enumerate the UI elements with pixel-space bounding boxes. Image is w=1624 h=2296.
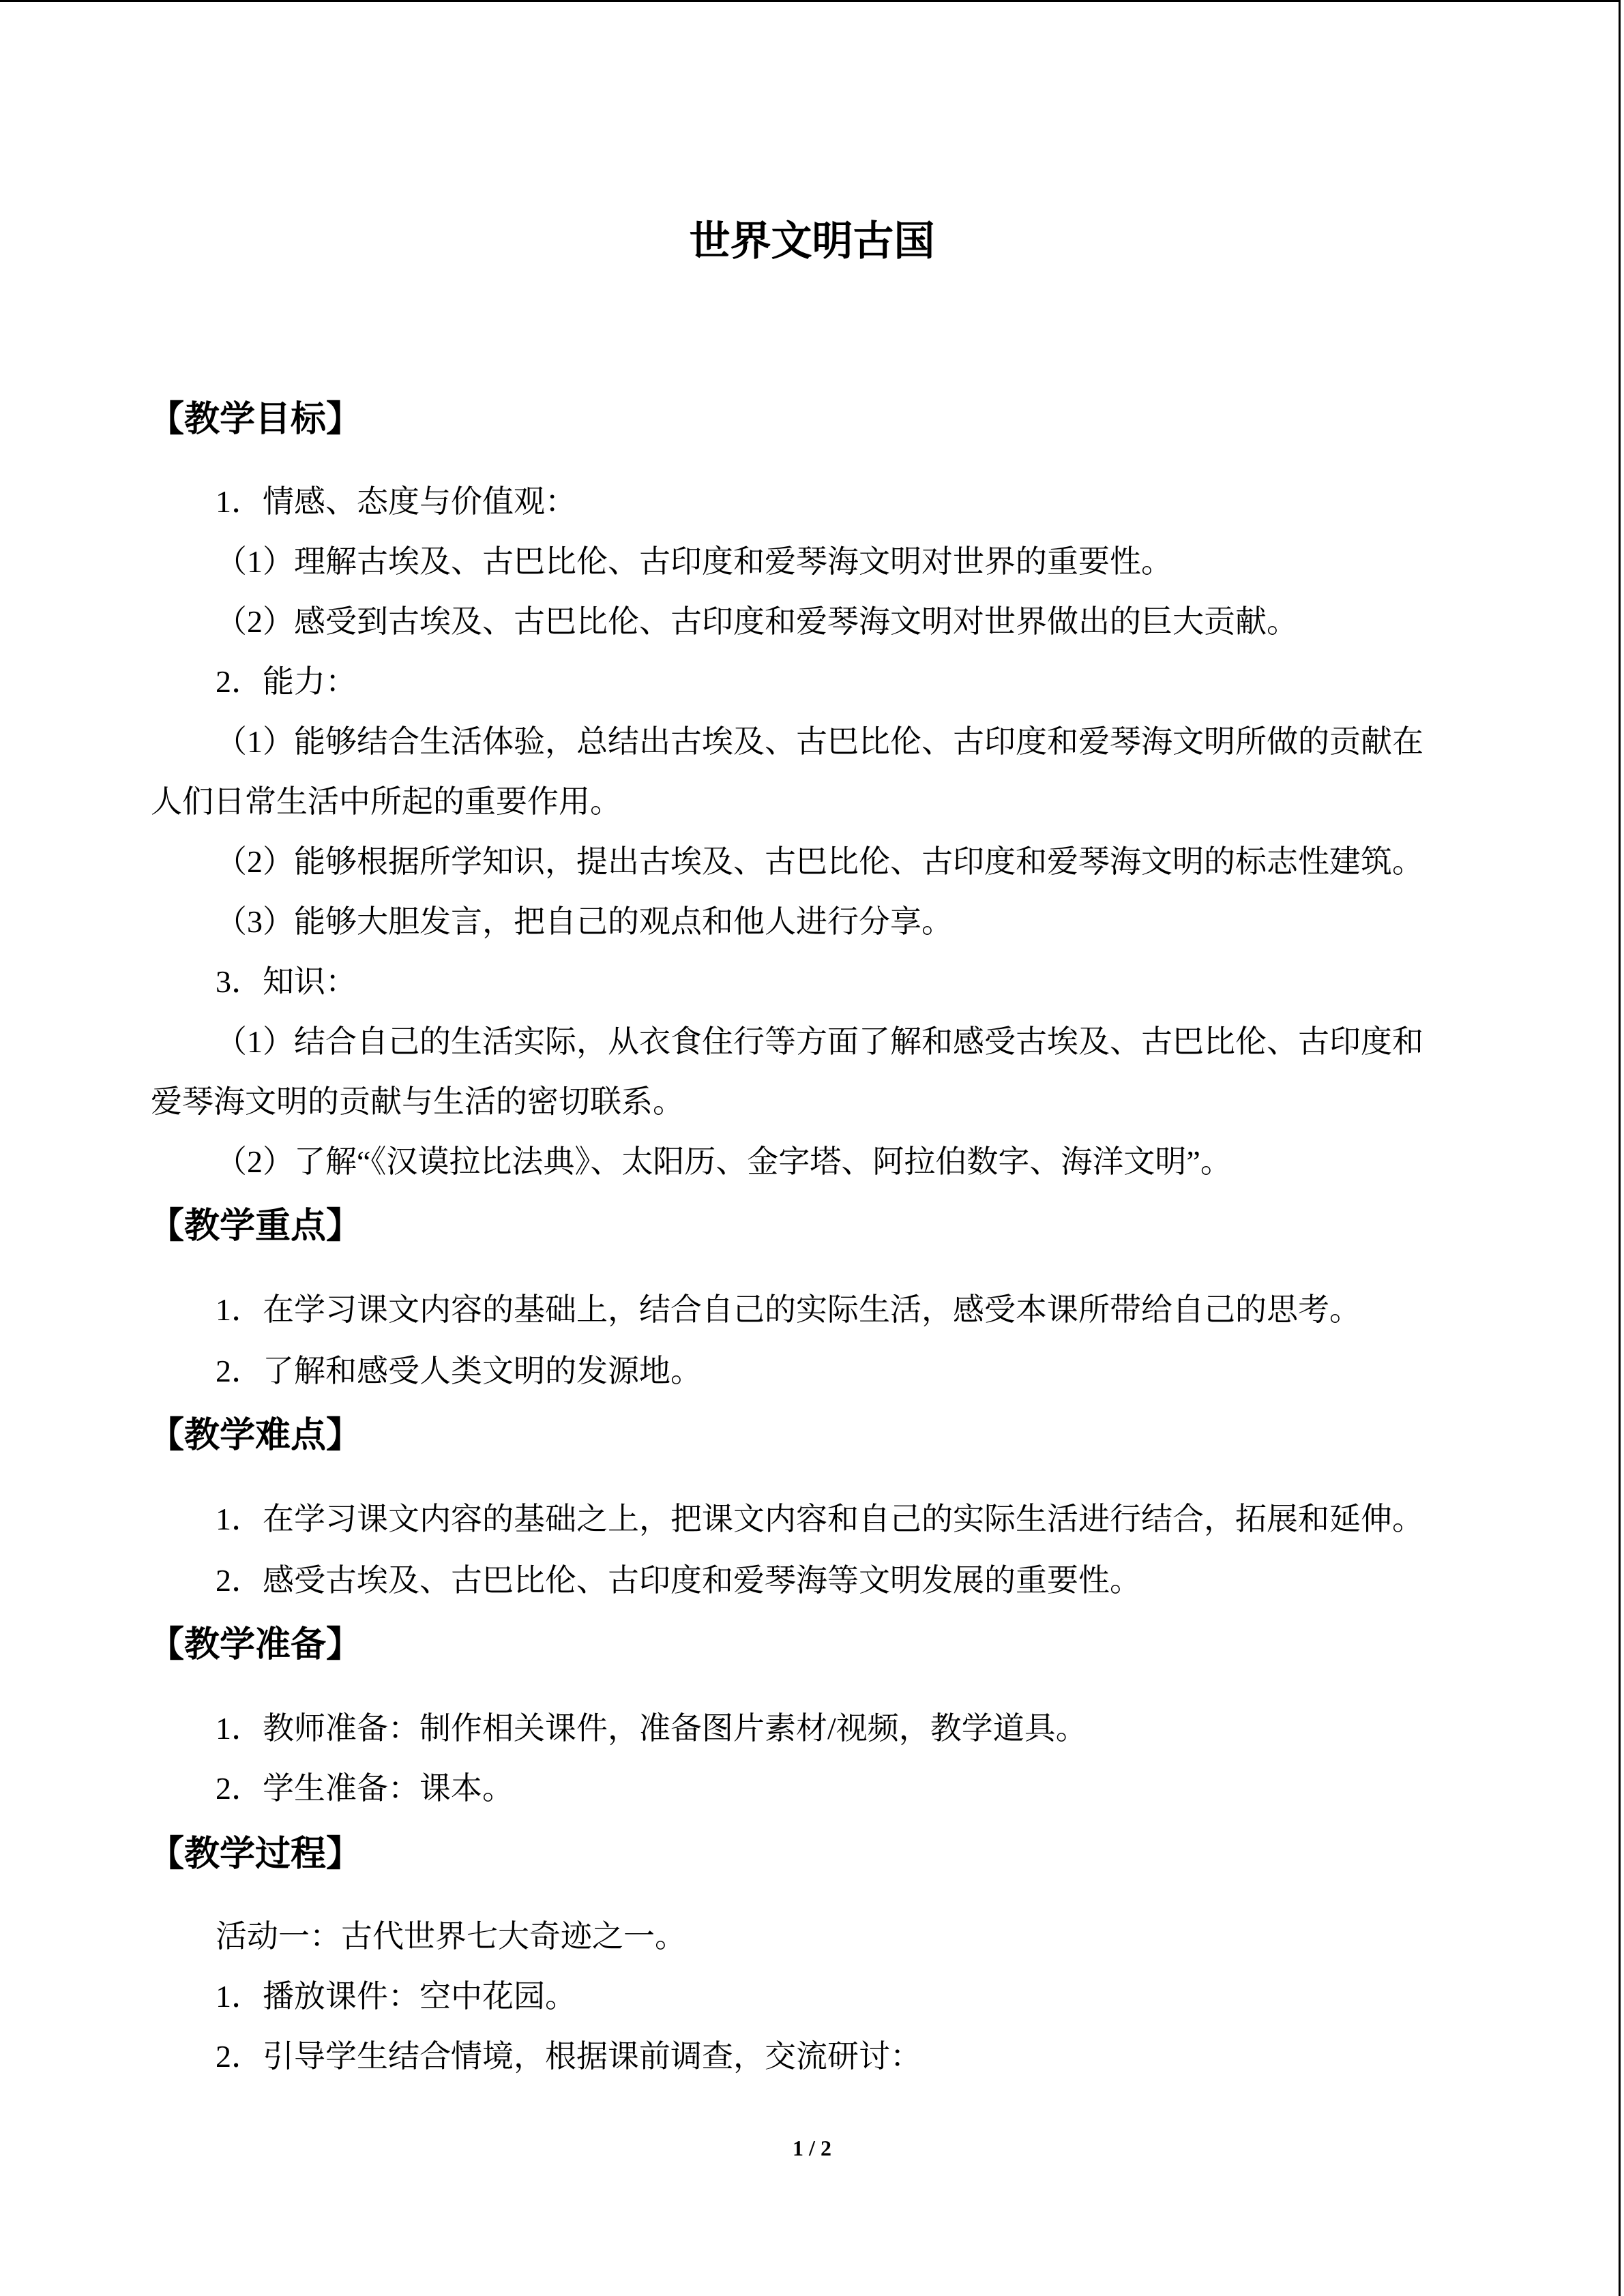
goal-line: （1）能够结合生活体验，总结出古埃及、古巴比伦、古印度和爱琴海文明所做的贡献在 [216,724,1423,759]
section-heading-process: 【教学过程】 [149,1835,362,1874]
goal-line: （1）结合自己的生活实际，从衣食住行等方面了解和感受古埃及、古巴比伦、古印度和 [216,1024,1423,1059]
process-line: 2．引导学生结合情境，根据课前调查，交流研讨： [216,2039,921,2074]
preparation-line: 2．学生准备：课本。 [216,1771,514,1806]
section-heading-goals: 【教学目标】 [149,400,362,439]
goal-line: （2）了解“《汉谟拉比法典》、太阳历、金字塔、阿拉伯数字、海洋文明”。 [216,1144,1232,1179]
difficulty-line: 2．感受古埃及、古巴比伦、古印度和爱琴海等文明发展的重要性。 [216,1563,1141,1598]
page-number: 1 / 2 [793,2136,831,2160]
section-heading-preparation: 【教学准备】 [149,1626,362,1665]
section-heading-difficulties: 【教学难点】 [149,1416,362,1455]
preparation-line: 1．教师准备：制作相关课件，准备图片素材/视频，教学道具。 [216,1711,1087,1746]
goal-line: 人们日常生活中所起的重要作用。 [151,784,621,819]
difficulty-line: 1．在学习课文内容的基础之上，把课文内容和自己的实际生活进行结合，拓展和延伸。 [216,1502,1423,1536]
process-line: 活动一：古代世界七大奇迹之一。 [216,1919,686,1954]
process-line: 1．播放课件：空中花园。 [216,1979,576,2014]
key-point-line: 2．了解和感受人类文明的发源地。 [216,1354,702,1388]
goal-line: 爱琴海文明的贡献与生活的密切联系。 [151,1084,684,1119]
goal-line: 1．情感、态度与价值观： [216,484,576,519]
key-point-line: 1．在学习课文内容的基础上，结合自己的实际生活，感受本课所带给自己的思考。 [216,1292,1361,1327]
goal-line: 3．知识： [216,964,357,999]
goal-line: 2．能力： [216,664,357,699]
goal-line: （2）能够根据所学知识，提出古埃及、古巴比伦、古印度和爱琴海文明的标志性建筑。 [216,844,1423,879]
goal-line: （2）感受到古埃及、古巴比伦、古印度和爱琴海文明对世界做出的巨大贡献。 [216,604,1298,639]
document-title: 世界文明古国 [689,219,935,264]
goal-line: （1）理解古埃及、古巴比伦、古印度和爱琴海文明对世界的重要性。 [216,544,1172,579]
goal-line: （3）能够大胆发言，把自己的观点和他人进行分享。 [216,904,953,939]
section-heading-key-points: 【教学重点】 [149,1207,362,1246]
